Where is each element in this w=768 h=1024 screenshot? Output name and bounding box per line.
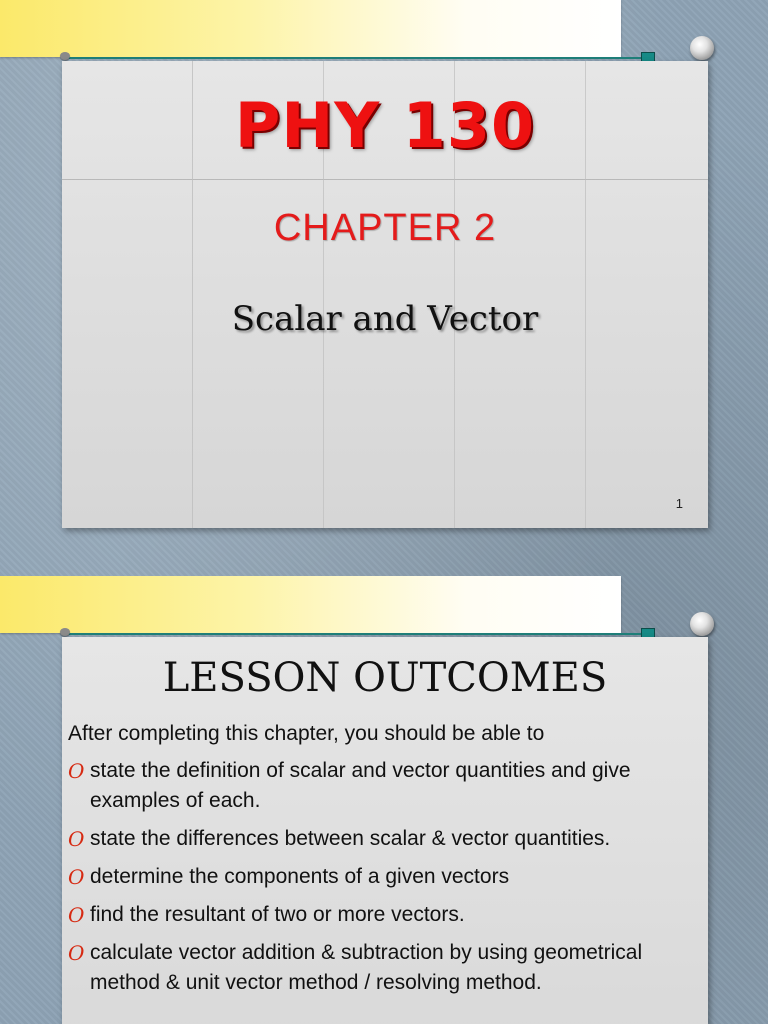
pushpin-icon [690, 612, 714, 636]
slide-panel [62, 637, 708, 1024]
outcome-text: determine the components of a given vectors [90, 865, 510, 888]
bullet-o-icon: O [68, 759, 85, 783]
outcome-text: state the differences between scalar & vector quantities. [90, 827, 611, 850]
teal-divider-line [62, 57, 647, 59]
course-code-title: PHY 130 [234, 89, 536, 162]
topic-subtitle: Scalar and Vector [231, 299, 539, 339]
bullet-o-icon: O [68, 941, 85, 965]
list-item [68, 862, 708, 892]
header-strip [0, 576, 621, 633]
slide-panel [62, 61, 708, 528]
chapter-label: CHAPTER 2 [273, 207, 497, 249]
pushpin-small-icon [60, 52, 70, 60]
pushpin-icon [690, 36, 714, 60]
teal-divider-line [62, 633, 647, 635]
bullet-o-icon: O [68, 827, 85, 851]
slide-2 [0, 576, 768, 1024]
slide-number: 1 [675, 496, 683, 511]
list-item [68, 756, 708, 816]
list-item [68, 824, 708, 854]
bullet-o-icon: O [68, 865, 85, 889]
list-item [68, 938, 708, 998]
lesson-outcomes-title: LESSON OUTCOMES [162, 655, 608, 701]
outcome-text: find the resultant of two or more vectors. [90, 903, 465, 926]
outcome-text: state the definition of scalar and vector quantities and give examples of each. [90, 759, 631, 812]
bullet-o-icon: O [68, 903, 85, 927]
list-item [68, 900, 708, 930]
outcome-list [68, 756, 708, 1006]
pushpin-small-icon [60, 628, 70, 636]
header-strip [0, 0, 621, 57]
outcome-text: calculate vector addition & subtraction by using geometrical method & unit vector method / resolving method. [90, 941, 643, 994]
intro-text: After completing this chapter, you should be able to [68, 722, 545, 745]
